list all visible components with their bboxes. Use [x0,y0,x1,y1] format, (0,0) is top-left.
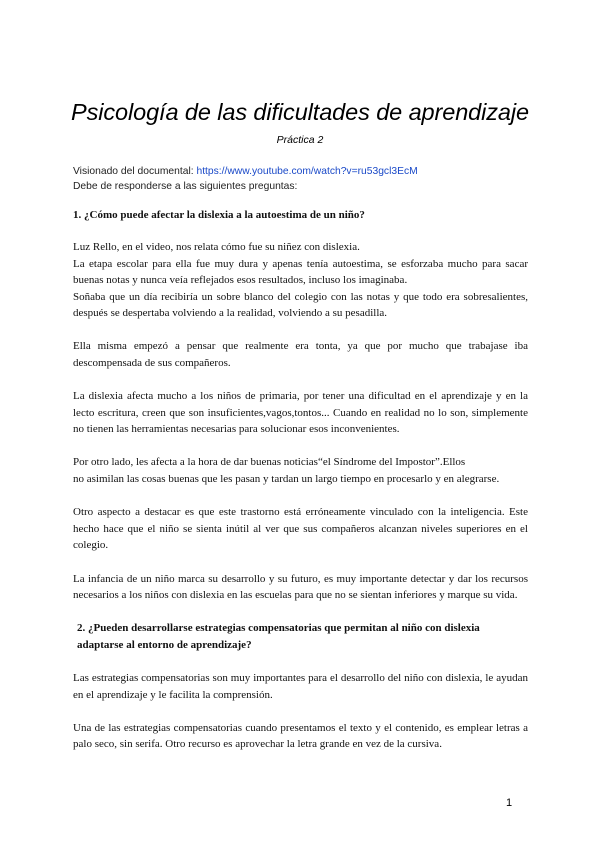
paragraph: La infancia de un niño marca su desarrollo y su futuro, es muy importante detectar y dar los recursos necesarios a los niños con dislexia en las escuelas para que no se sientan inferiores y marque su vida. [73,572,528,601]
document-subtitle: Práctica 2 [276,134,324,146]
page-number: 1 [506,797,513,809]
visionado-line [73,164,543,179]
question-1-heading: 1. ¿Cómo puede afectar la dislexia a la autoestima de un niño? [73,209,365,221]
paragraph: Otro aspecto a destacar es que este trastorno está erróneamente vinculado con la inteligencia. Este hecho hace que el niño se sienta inútil al ver que sus compañeros alcanzan niveles superiores en el colegio. [73,506,528,552]
paragraph: Ella misma empezó a pensar que realmente era tonta, ya que por mucho que trabajase iba descompensada de sus compañeros. [73,340,528,369]
paragraph: La dislexia afecta mucho a los niños de primaria, por tener una dificultad en el aprendizaje y en la lecto escritura, creen que son insuficientes,vagos,tontos... Cuando en realidad no lo son, simplemente no tienen las herramientas necesarias para solucionar esos inconvenientes. [73,390,528,436]
paragraph: Las estrategias compensatorias son muy importantes para el desarrollo del niño con dislexia, le ayudan en el aprendizaje y le facilita la comprensión. [73,672,528,701]
paragraph: Una de las estrategias compensatorias cuando presentamos el texto y el contenido, es emplear letras a palo seco, sin serifa. Otro recurso es aprovechar la letra grande en vez de la cursiva. [73,721,528,751]
document-title: Psicología de las dificultades de aprendizaje [71,99,529,125]
intro-block [73,164,543,194]
paragraph: Luz Rello, en el video, nos relata cómo fue su niñez con dislexia. [73,241,360,254]
paragraph: La etapa escolar para ella fue muy dura y apenas tenía autoestima, se esforzaba mucho para sacar buenas notas y nunca veía reflejados esos resultados, incluso los imaginaba. [73,257,528,287]
document-body [73,207,528,753]
paragraph: no asimilan las cosas buenas que les pasan y tardan un largo tiempo en procesarlo y en alegrarse. [73,472,500,485]
paragraph: Soñaba que un día recibiría un sobre blanco del colegio con las notas y que todo era sobresalientes, después se despertaba volviendo a la realidad, volviendo a su pesadilla. [73,290,528,320]
question-2-heading: 2. ¿Pueden desarrollarse estrategias compensatorias que permitan al niño con dislexia adaptarse al entorno de aprendizaje? [77,622,480,651]
visionado-label: Visionado del documental: [73,166,197,177]
paragraph: Por otro lado, les afecta a la hora de dar buenas noticias“el Síndrome del Impostor”.Ellos [73,456,466,469]
documentary-link[interactable]: https://www.youtube.com/watch?v=ru53gcl3EcM [196,166,418,177]
instruction-text: Debe de responderse a las siguientes preguntas: [73,181,298,192]
